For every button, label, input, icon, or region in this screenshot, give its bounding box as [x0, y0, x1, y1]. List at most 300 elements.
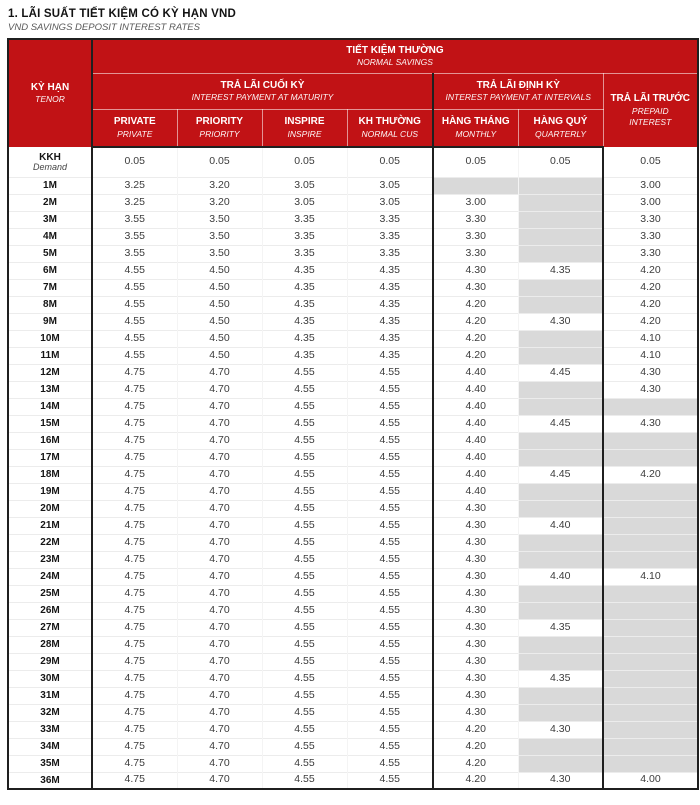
rate-cell: 4.20 [603, 262, 698, 279]
rate-cell-blocked [518, 653, 603, 670]
rate-cell-blocked [603, 449, 698, 466]
tenor-cell: 18M [8, 466, 92, 483]
rate-cell: 4.75 [92, 738, 177, 755]
table-row [8, 551, 698, 568]
table-row [8, 449, 698, 466]
rate-cell: 4.55 [92, 296, 177, 313]
rate-cell: 4.55 [262, 721, 347, 738]
rate-cell: 4.70 [177, 619, 262, 636]
table-row [8, 517, 698, 534]
rate-cell: 4.50 [177, 330, 262, 347]
rate-cell: 4.35 [262, 347, 347, 364]
rate-cell: 3.35 [347, 211, 433, 228]
rate-cell-blocked [518, 296, 603, 313]
tenor-cell: 29M [8, 653, 92, 670]
rate-cell-blocked [603, 687, 698, 704]
rate-cell: 4.70 [177, 755, 262, 772]
rates-table-header [8, 39, 698, 147]
rate-cell: 4.55 [262, 466, 347, 483]
rate-cell: 4.55 [347, 585, 433, 602]
rate-cell: 4.55 [262, 381, 347, 398]
header-intervals-label-vi: TRẢ LÃI ĐỊNH KỲ [476, 79, 560, 91]
rate-cell: 4.55 [262, 704, 347, 721]
tenor-cell: 33M [8, 721, 92, 738]
rate-cell: 4.70 [177, 398, 262, 415]
rate-cell: 4.20 [433, 721, 518, 738]
rate-cell: 4.20 [603, 296, 698, 313]
table-row [8, 585, 698, 602]
rate-cell: 4.35 [262, 262, 347, 279]
rate-cell: 3.05 [262, 194, 347, 211]
rate-cell: 3.00 [433, 194, 518, 211]
rate-cell: 4.35 [262, 313, 347, 330]
rate-cell: 3.20 [177, 194, 262, 211]
rate-cell-blocked [603, 653, 698, 670]
rate-cell: 4.30 [603, 381, 698, 398]
rate-cell: 4.40 [518, 568, 603, 585]
rate-cell-blocked [603, 500, 698, 517]
rate-cell: 4.75 [92, 398, 177, 415]
rate-cell: 4.35 [347, 313, 433, 330]
rate-cell: 4.55 [347, 704, 433, 721]
rate-cell-blocked [518, 449, 603, 466]
rate-cell-blocked [518, 228, 603, 245]
tenor-cell: 12M [8, 364, 92, 381]
rate-cell: 4.45 [518, 415, 603, 432]
rate-cell: 4.55 [262, 585, 347, 602]
rate-cell: 4.45 [518, 364, 603, 381]
rate-cell: 4.40 [433, 483, 518, 500]
rate-cell: 0.05 [518, 147, 603, 177]
tenor-cell: 9M [8, 313, 92, 330]
rate-cell: 4.70 [177, 636, 262, 653]
rate-cell: 3.05 [347, 177, 433, 194]
rate-cell: 4.75 [92, 568, 177, 585]
rate-cell: 4.30 [518, 772, 603, 789]
rate-cell: 4.70 [177, 432, 262, 449]
tenor-cell: 32M [8, 704, 92, 721]
rate-cell-blocked [518, 483, 603, 500]
rate-cell: 4.75 [92, 381, 177, 398]
rate-cell: 4.35 [347, 262, 433, 279]
rate-cell: 4.55 [262, 364, 347, 381]
rate-cell: 4.70 [177, 721, 262, 738]
header-tenor [8, 39, 92, 147]
rate-cell: 4.55 [347, 670, 433, 687]
rate-cell: 4.75 [92, 500, 177, 517]
table-row [8, 415, 698, 432]
rate-cell: 4.55 [262, 670, 347, 687]
rate-cell-blocked [603, 432, 698, 449]
rate-cell: 4.35 [262, 296, 347, 313]
rate-cell-blocked [433, 177, 518, 194]
rate-cell: 4.55 [347, 755, 433, 772]
rate-cell: 4.35 [262, 279, 347, 296]
rate-cell: 4.45 [518, 466, 603, 483]
tenor-cell: 5M [8, 245, 92, 262]
rate-cell-blocked [603, 398, 698, 415]
rate-cell: 3.35 [262, 245, 347, 262]
rate-cell: 4.55 [262, 568, 347, 585]
rate-cell: 4.55 [347, 687, 433, 704]
header-prepaid-label-en: PREPAID INTEREST [629, 105, 672, 127]
table-row [8, 772, 698, 789]
tenor-cell: 24M [8, 568, 92, 585]
rate-cell: 4.70 [177, 534, 262, 551]
rate-cell: 3.50 [177, 211, 262, 228]
rate-cell: 4.55 [347, 568, 433, 585]
header-col-priority: PRIORITY PRIORITY [177, 109, 262, 147]
rate-cell: 3.30 [603, 211, 698, 228]
table-row [8, 568, 698, 585]
table-row [8, 194, 698, 211]
header-maturity-group [92, 73, 433, 109]
rate-cell-blocked [603, 517, 698, 534]
rate-cell: 0.05 [177, 147, 262, 177]
rate-cell: 4.35 [347, 279, 433, 296]
tenor-cell: 15M [8, 415, 92, 432]
rate-cell: 4.35 [518, 670, 603, 687]
rate-cell: 4.55 [347, 466, 433, 483]
rate-cell: 4.70 [177, 483, 262, 500]
header-prepaid [603, 73, 698, 147]
tenor-cell: 7M [8, 279, 92, 296]
rate-cell-blocked [603, 585, 698, 602]
rate-cell: 3.20 [177, 177, 262, 194]
table-row [8, 619, 698, 636]
rate-cell: 4.75 [92, 551, 177, 568]
tenor-cell: 25M [8, 585, 92, 602]
rate-cell: 4.55 [347, 432, 433, 449]
tenor-cell: 16M [8, 432, 92, 449]
rate-cell: 4.30 [433, 704, 518, 721]
rate-cell: 4.00 [603, 772, 698, 789]
rate-cell-blocked [518, 177, 603, 194]
rate-cell: 4.75 [92, 432, 177, 449]
table-row [8, 398, 698, 415]
rate-cell: 4.55 [347, 517, 433, 534]
rate-cell: 3.35 [347, 228, 433, 245]
table-row [8, 347, 698, 364]
rate-cell: 4.55 [92, 262, 177, 279]
tenor-cell: 34M [8, 738, 92, 755]
rate-cell: 4.70 [177, 364, 262, 381]
rate-cell: 4.55 [347, 398, 433, 415]
rate-cell: 4.75 [92, 772, 177, 789]
rate-cell: 4.55 [262, 738, 347, 755]
rate-cell-blocked [518, 602, 603, 619]
rate-cell: 4.40 [433, 432, 518, 449]
table-row [8, 500, 698, 517]
rate-cell: 4.55 [347, 636, 433, 653]
rate-cell: 4.40 [433, 398, 518, 415]
rate-cell: 4.20 [433, 738, 518, 755]
rate-cell-blocked [603, 551, 698, 568]
rate-cell: 4.20 [603, 466, 698, 483]
rate-cell: 4.30 [433, 279, 518, 296]
rate-cell: 4.40 [433, 364, 518, 381]
table-row [8, 636, 698, 653]
table-row [8, 381, 698, 398]
rate-cell: 4.70 [177, 381, 262, 398]
rate-cell: 3.55 [92, 245, 177, 262]
rate-cell: 3.05 [347, 194, 433, 211]
rate-cell: 4.55 [262, 602, 347, 619]
tenor-cell: 6M [8, 262, 92, 279]
rate-cell-blocked [518, 432, 603, 449]
rate-cell: 4.75 [92, 415, 177, 432]
table-row [8, 534, 698, 551]
tenor-cell: 10M [8, 330, 92, 347]
rate-cell: 4.70 [177, 517, 262, 534]
rate-cell: 4.55 [347, 619, 433, 636]
rate-cell: 4.55 [347, 772, 433, 789]
table-row [8, 228, 698, 245]
table-row [8, 466, 698, 483]
tenor-cell: 30M [8, 670, 92, 687]
table-row [8, 670, 698, 687]
tenor-cell: 11M [8, 347, 92, 364]
rate-cell: 4.35 [262, 330, 347, 347]
rate-cell: 4.30 [518, 313, 603, 330]
rate-cell: 4.55 [347, 483, 433, 500]
header-tenor-label-vi: KỲ HẠN [30, 81, 70, 93]
rate-cell-blocked [518, 636, 603, 653]
table-row [8, 687, 698, 704]
rate-cell: 4.30 [433, 602, 518, 619]
rate-cell: 4.40 [433, 415, 518, 432]
rate-cell: 4.30 [433, 585, 518, 602]
header-normal-savings-label-vi: TIẾT KIỆM THƯỜNG [346, 44, 444, 56]
tenor-cell: 4M [8, 228, 92, 245]
rate-cell: 4.30 [603, 364, 698, 381]
tenor-cell: 36M [8, 772, 92, 789]
tenor-cell: KKH Demand [8, 147, 92, 177]
rate-cell: 0.05 [92, 147, 177, 177]
rate-cell: 4.70 [177, 653, 262, 670]
rate-cell: 4.75 [92, 364, 177, 381]
table-row [8, 602, 698, 619]
header-normal-savings [92, 39, 698, 73]
rate-cell: 4.30 [433, 619, 518, 636]
rate-cell: 4.55 [262, 483, 347, 500]
rate-cell: 3.25 [92, 194, 177, 211]
rate-cell-blocked [518, 585, 603, 602]
rate-cell: 4.55 [347, 738, 433, 755]
header-intervals-group [433, 73, 603, 109]
tenor-cell: 20M [8, 500, 92, 517]
rate-cell: 4.40 [433, 466, 518, 483]
table-row [8, 245, 698, 262]
table-row [8, 211, 698, 228]
rate-cell: 4.70 [177, 551, 262, 568]
rate-cell: 4.55 [347, 449, 433, 466]
rate-cell: 4.75 [92, 704, 177, 721]
table-row [8, 432, 698, 449]
table-row [8, 653, 698, 670]
rate-cell: 4.75 [92, 585, 177, 602]
tenor-cell: 3M [8, 211, 92, 228]
rate-cell: 4.70 [177, 772, 262, 789]
rate-cell: 4.75 [92, 755, 177, 772]
rate-cell-blocked [518, 500, 603, 517]
rate-cell-blocked [603, 483, 698, 500]
rate-cell: 3.55 [92, 211, 177, 228]
tenor-cell: 35M [8, 755, 92, 772]
rate-cell-blocked [518, 704, 603, 721]
rate-cell: 4.55 [262, 772, 347, 789]
rate-cell: 4.20 [433, 330, 518, 347]
rate-cell: 0.05 [603, 147, 698, 177]
rate-cell-blocked [518, 381, 603, 398]
rate-cell: 4.75 [92, 483, 177, 500]
rate-cell: 4.55 [262, 636, 347, 653]
rate-cell-blocked [518, 211, 603, 228]
rate-cell: 3.35 [262, 211, 347, 228]
table-row [8, 738, 698, 755]
rate-cell: 4.30 [433, 653, 518, 670]
tenor-cell: 8M [8, 296, 92, 313]
rate-cell: 4.75 [92, 534, 177, 551]
rate-cell: 4.70 [177, 415, 262, 432]
tenor-cell: 19M [8, 483, 92, 500]
rate-cell: 4.70 [177, 568, 262, 585]
rate-cell: 4.55 [262, 687, 347, 704]
rate-cell: 3.05 [262, 177, 347, 194]
table-row [8, 483, 698, 500]
tenor-cell: 1M [8, 177, 92, 194]
rate-cell: 4.50 [177, 262, 262, 279]
rate-cell: 4.55 [262, 534, 347, 551]
rate-cell: 3.25 [92, 177, 177, 194]
rate-cell: 4.20 [603, 279, 698, 296]
rate-cell: 4.55 [262, 517, 347, 534]
rate-cell: 4.40 [518, 517, 603, 534]
table-row [8, 313, 698, 330]
rate-cell: 4.75 [92, 619, 177, 636]
rate-cell: 4.20 [433, 347, 518, 364]
table-row [8, 721, 698, 738]
rate-cell-blocked [603, 755, 698, 772]
header-maturity-label-vi: TRẢ LÃI CUỐI KỲ [220, 79, 305, 91]
rate-cell: 3.30 [603, 228, 698, 245]
rate-cell: 3.30 [433, 211, 518, 228]
rate-cell-blocked [518, 398, 603, 415]
rate-cell: 3.50 [177, 245, 262, 262]
rate-cell: 4.55 [347, 415, 433, 432]
table-row [8, 755, 698, 772]
rate-cell: 4.10 [603, 330, 698, 347]
rate-cell: 4.50 [177, 279, 262, 296]
rate-cell-blocked [518, 245, 603, 262]
rate-cell: 4.55 [347, 500, 433, 517]
rate-cell: 4.50 [177, 347, 262, 364]
rate-cell-blocked [518, 194, 603, 211]
header-col-private: PRIVATE PRIVATE [92, 109, 177, 147]
tenor-cell: 26M [8, 602, 92, 619]
rate-cell: 4.55 [262, 398, 347, 415]
rate-cell: 4.55 [92, 313, 177, 330]
rates-table [7, 38, 699, 790]
rate-cell: 4.70 [177, 602, 262, 619]
tenor-cell: 22M [8, 534, 92, 551]
rate-cell: 4.70 [177, 449, 262, 466]
header-col-inspire: INSPIRE INSPIRE [262, 109, 347, 147]
rate-cell-blocked [603, 738, 698, 755]
rate-cell-blocked [518, 738, 603, 755]
tenor-cell: 27M [8, 619, 92, 636]
rate-cell: 3.30 [603, 245, 698, 262]
rate-cell: 4.55 [347, 551, 433, 568]
rate-cell: 4.35 [347, 296, 433, 313]
rate-cell: 4.20 [433, 313, 518, 330]
rate-cell: 0.05 [433, 147, 518, 177]
table-row [8, 147, 698, 177]
rate-cell: 4.35 [518, 619, 603, 636]
rate-cell: 4.40 [433, 449, 518, 466]
tenor-cell: 23M [8, 551, 92, 568]
rate-cell-blocked [518, 755, 603, 772]
tenor-cell: 14M [8, 398, 92, 415]
page-title: 1. LÃI SUẤT TIẾT KIỆM CÓ KỲ HẠN VND [8, 8, 237, 20]
rate-cell: 4.75 [92, 636, 177, 653]
rate-cell: 4.70 [177, 670, 262, 687]
rate-cell: 3.00 [603, 194, 698, 211]
table-row [8, 364, 698, 381]
table-row [8, 177, 698, 194]
table-row [8, 279, 698, 296]
table-row [8, 704, 698, 721]
rate-cell: 3.50 [177, 228, 262, 245]
rate-cell: 4.75 [92, 687, 177, 704]
rate-cell: 3.30 [433, 245, 518, 262]
rate-cell: 4.55 [347, 381, 433, 398]
header-col-monthly: HÀNG THÁNG MONTHLY [433, 109, 518, 147]
rate-cell-blocked [518, 330, 603, 347]
rate-cell: 4.75 [92, 602, 177, 619]
rate-cell: 3.00 [603, 177, 698, 194]
rate-cell: 4.70 [177, 585, 262, 602]
header-prepaid-label-vi: TRẢ LÃI TRƯỚC [610, 93, 691, 105]
rate-cell: 4.55 [347, 602, 433, 619]
rate-cell: 4.20 [433, 772, 518, 789]
rate-cell: 4.20 [433, 296, 518, 313]
rate-cell: 4.40 [433, 381, 518, 398]
rates-tbody [8, 147, 698, 789]
rate-cell: 4.55 [262, 619, 347, 636]
rate-cell: 4.10 [603, 347, 698, 364]
rate-cell-blocked [603, 619, 698, 636]
header-intervals-label-en: INTEREST PAYMENT AT INTERVALS [445, 92, 591, 103]
rate-cell: 4.75 [92, 517, 177, 534]
rate-cell: 4.55 [92, 330, 177, 347]
rate-cell-blocked [518, 687, 603, 704]
rate-cell: 3.35 [262, 228, 347, 245]
rate-cell: 4.75 [92, 653, 177, 670]
rate-cell: 4.20 [433, 755, 518, 772]
rate-cell: 4.55 [347, 534, 433, 551]
rate-cell: 4.55 [262, 415, 347, 432]
rate-cell: 4.35 [518, 262, 603, 279]
rate-cell-blocked [603, 602, 698, 619]
rate-cell: 4.30 [433, 687, 518, 704]
rate-cell: 4.55 [92, 347, 177, 364]
rate-cell: 0.05 [262, 147, 347, 177]
rate-cell: 4.55 [347, 653, 433, 670]
rate-cell: 4.30 [433, 262, 518, 279]
rate-cell-blocked [603, 721, 698, 738]
rate-cell-blocked [518, 534, 603, 551]
